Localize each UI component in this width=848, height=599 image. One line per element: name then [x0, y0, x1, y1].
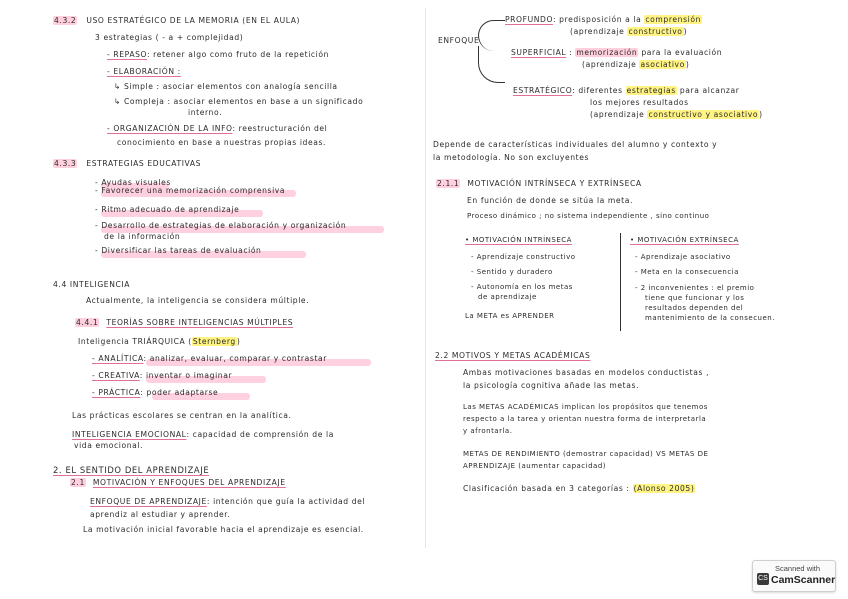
repaso-head: - REPASO [107, 50, 147, 59]
practica-body: : poder adaptarse [140, 388, 219, 397]
triarquica-line [78, 337, 240, 347]
estrategico-sub-end: ) [759, 110, 763, 119]
actual-line: Actualmente, la inteligencia se considera múltiple. [86, 296, 310, 305]
list-item: - Diversificar las tareas de evaluación [95, 246, 262, 255]
s211-line-1: En función de donde se sitúa la meta. [467, 196, 634, 205]
section-number: 2.1 [71, 478, 85, 487]
list-item: - Meta en la consecuencia [635, 268, 739, 276]
superficial-sub [582, 60, 689, 70]
list-item: - Aprendizaje asociativo [635, 253, 731, 261]
estrategico-body: : diferentes [572, 86, 623, 95]
estrategico-line [513, 86, 739, 96]
triarquica-text: Inteligencia TRIÁRQUICA ( [78, 337, 192, 346]
organizacion-head: - ORGANIZACIÓN DE LA INFO [107, 124, 233, 133]
elaboracion-head: - ELABORACIÓN : [107, 67, 181, 76]
s22-line-1: Ambas motivaciones basadas en modelos conductistas , [463, 368, 710, 377]
depende-line-2: la metodología. No son excluyentes [433, 153, 590, 162]
analitica-head: - ANALÍTICA [92, 354, 144, 363]
list-item: - Aprendizaje constructivo [471, 253, 576, 261]
superficial-line: SUPERFICIAL : memorización para la evaluación [511, 48, 723, 57]
s22-line-4: respecto a la tarea y orientan nuestra forma de interpretarla [463, 415, 707, 423]
list-item: - Autonomía en los metas [471, 283, 573, 291]
camscanner-logo-icon: CS [757, 573, 769, 585]
section-2-heading [53, 465, 209, 475]
estrategico-head: ESTRATÉGICO [513, 86, 573, 95]
estrategico-sub [590, 110, 763, 120]
triarquica-end: ) [236, 337, 241, 346]
simple-line: ↳ Simple : asociar elementos con analogía sencilla [114, 82, 338, 91]
elaboracion-line [107, 67, 181, 77]
intrinseca-title: • MOTIVACIÓN INTRÍNSECA [465, 236, 572, 244]
creativa-line [92, 371, 232, 381]
s22-line-3: Las METAS ACADÉMICAS implican los propósitos que tenemos [463, 403, 708, 411]
s22-line-5: y afrontarla. [463, 427, 513, 435]
list-item: - Ayudas visuales [95, 178, 171, 187]
list-item: - Sentido y duradero [471, 268, 553, 276]
practica-line [92, 388, 218, 398]
repaso-line [107, 50, 329, 60]
practicas-line: Las prácticas escolares se centran en la analítica. [72, 411, 292, 420]
emocional-body: : capacidad de comprensión de la [186, 430, 334, 439]
superficial-sub-highlight: asociativo [640, 60, 685, 69]
practica-head: - PRÁCTICA [92, 388, 141, 397]
profundo-sub [570, 27, 687, 37]
superficial-highlight: memorización [576, 48, 638, 57]
compleja-line: ↳ Compleja : asociar elementos en base a un significado [114, 97, 364, 106]
organizacion-line [107, 124, 327, 134]
section-title: MOTIVACIÓN Y ENFOQUES DEL APRENDIZAJE [92, 478, 286, 487]
profundo-line [505, 15, 702, 25]
organizacion-line-2: conocimiento en base a nuestras propias ideas. [117, 138, 327, 147]
analitica-line [92, 354, 327, 364]
s22-line-7: APRENDIZAJE (aumentar capacidad) [463, 462, 607, 470]
profundo-head: PROFUNDO [505, 15, 553, 24]
profundo-body: : predisposición a la [552, 15, 642, 24]
list-item-cont: de la información [104, 232, 181, 241]
section-title: USO ESTRATÉGICO DE LA MEMORIA (EN EL AULA) [86, 16, 301, 25]
s211-line-2: Proceso dinámico ; no sistema independiente , sino continuo [467, 212, 710, 220]
emocional-line-2: vida emocional. [74, 441, 144, 450]
list-item-cont: de aprendizaje [478, 293, 537, 301]
enfoque-root: ENFOQUE [438, 36, 480, 45]
intrinseca-meta: La META es APRENDER [465, 312, 555, 320]
estrategico-highlight: estrategias [626, 86, 676, 95]
list-item-cont: mantenimiento de la consecuen. [645, 314, 775, 322]
section-432-heading [53, 16, 300, 26]
list-item: - Ritmo adecuado de aprendizaje [95, 205, 240, 214]
section-441-heading [75, 318, 293, 328]
column-separator-line [620, 233, 621, 331]
emocional-line [72, 430, 334, 440]
section-number: 4.3.2 [54, 16, 77, 25]
creativa-head: - CREATIVA [92, 371, 140, 380]
profundo-sub-highlight: constructivo [628, 27, 683, 36]
list-item: - 2 inconvenientes : el premio [635, 284, 755, 292]
list-item: - Desarrollo de estrategias de elaboración y organización [95, 221, 347, 230]
section-title: MOTIVACIÓN INTRÍNSECA Y EXTRÍNSECA [467, 179, 642, 188]
camscanner-badge [752, 560, 836, 592]
section-title: TEORÍAS SOBRE INTELIGENCIAS MÚLTIPLES [106, 318, 294, 327]
creativa-body: : inventar o imaginar [139, 371, 233, 380]
s22-line-6: METAS DE RENDIMIENTO (demostrar capacidad) VS METAS DE [463, 450, 709, 458]
profundo-sub-end: ) [683, 27, 688, 36]
estrategico-body-2: para alcanzar [679, 86, 740, 95]
superficial-body: para la evaluación [641, 48, 723, 57]
s22-line-2: la psicología cognitiva añade las metas. [463, 381, 640, 390]
section-211-heading [436, 179, 642, 189]
emocional-head: INTELIGENCIA EMOCIONAL [72, 430, 187, 439]
depende-line: Depende de características individuales del alumno y contexto y [433, 140, 718, 149]
section-number: 2.1.1 [437, 179, 460, 188]
column-divider [425, 8, 426, 548]
estrategico-sub-text: (aprendizaje [590, 110, 645, 119]
section-number: 4.3.3 [54, 159, 77, 168]
list-item-cont: tiene que funcionar y los [645, 294, 745, 302]
estrategico-sub-highlight: constructivo y asociativo [648, 110, 759, 119]
enfoque-def-head: ENFOQUE DE APRENDIZAJE [90, 497, 207, 506]
enfoque-def-line [90, 497, 365, 507]
section-21-heading [70, 478, 286, 488]
section-22-heading [435, 351, 590, 361]
organizacion-body: : reestructuración del [232, 124, 328, 133]
motivacion-line: La motivación inicial favorable hacia el aprendizaje es esencial. [83, 525, 364, 534]
section-433-heading [53, 159, 201, 169]
superficial-sub-text: (aprendizaje [582, 60, 637, 69]
list-item-cont: resultados dependen del [645, 304, 744, 312]
clasificacion-text: Clasificación basada en 3 categorías : [463, 484, 630, 493]
section-44-heading: 4.4 INTELIGENCIA [53, 280, 131, 289]
section-title: 2. EL SENTIDO DEL APRENDIZAJE [53, 465, 210, 475]
s22-line-8 [463, 484, 695, 494]
sternberg-highlight: Sternberg [192, 337, 236, 346]
extrinseca-heading [630, 235, 739, 245]
compleja-line-2: interno. [188, 108, 223, 117]
estrategias-line: 3 estrategias ( - a + complejidad) [95, 33, 244, 42]
section-title: ESTRATEGIAS EDUCATIVAS [86, 159, 202, 168]
badge-line-1: Scanned with [775, 564, 821, 573]
branch-connector [478, 46, 505, 83]
superficial-head: SUPERFICIAL [511, 48, 567, 57]
enfoque-def-body: : intención que guía la actividad del [206, 497, 366, 506]
repaso-body: : retener algo como fruto de la repetición [146, 50, 330, 59]
intrinseca-heading [465, 235, 572, 245]
badge-line-2: CamScanner [771, 574, 836, 586]
superficial-sub-end: ) [685, 60, 690, 69]
enfoque-def-line-2: aprendiz al estudiar y aprender. [90, 510, 231, 519]
profundo-highlight: comprensión [645, 15, 701, 24]
estrategico-line-2: los mejores resultados [590, 98, 689, 107]
analitica-body: : analizar, evaluar, comparar y contrastar [143, 354, 327, 363]
list-item: - Favorecer una memorización comprensiva [95, 186, 286, 195]
extrinseca-title: • MOTIVACIÓN EXTRÍNSECA [630, 236, 739, 244]
section-title: 2.2 MOTIVOS Y METAS ACADÉMICAS [435, 351, 591, 360]
profundo-sub-text: (aprendizaje [570, 27, 625, 36]
section-number: 4.4.1 [76, 318, 99, 327]
alonso-highlight: (Alonso 2005) [633, 484, 695, 493]
